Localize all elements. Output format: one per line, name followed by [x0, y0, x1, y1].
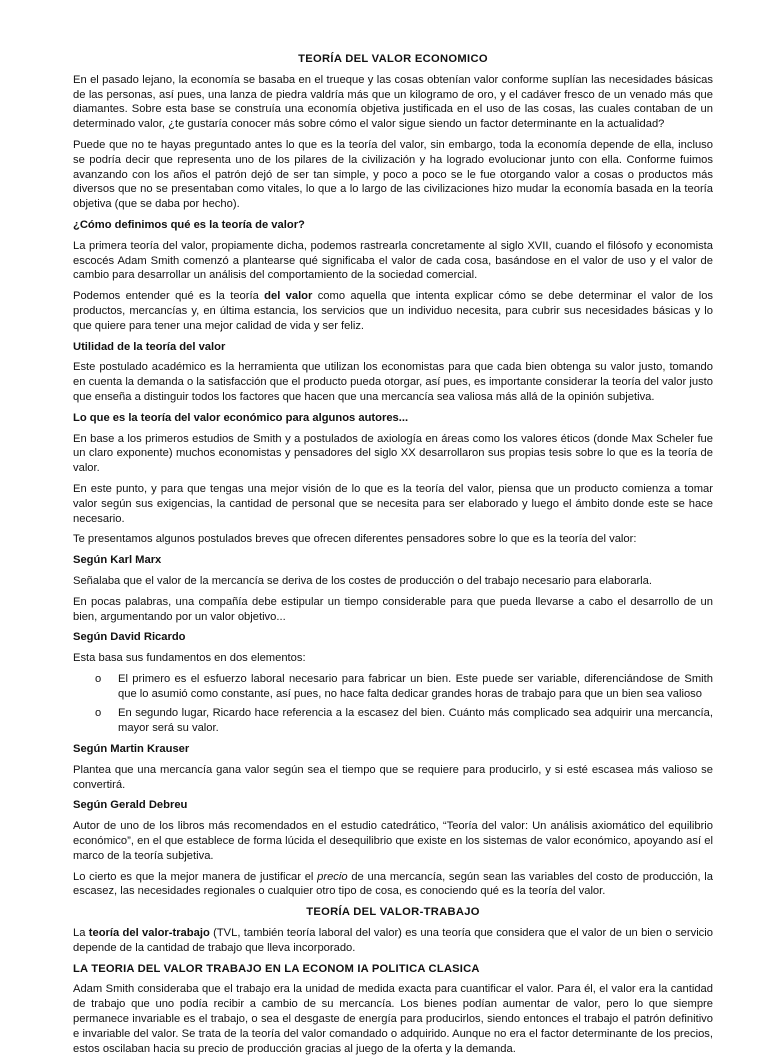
value-labor-text-b: (TVL, también teoría laboral del valor) es una teoría que considera que el valor de un bien o servicio depende de la cantidad de trabajo que lleva incorporado.	[73, 927, 713, 954]
classical-economy-paragraph: Adam Smith consideraba que el trabajo era la unidad de medida exacta para cuantificar el valor. Para él, el valor era la cantidad de trabajo que uno podía recibir a cambio de su mercancía. Los bienes podían aumentar de valor, pero lo que siempre permanece invariable es el trabajo, o sea el desgaste de energía para producirlos, siendo entonces el trabajo el patrón definitivo e invariable del valor. Se trata de la teoría del valor comandado o adquirido. Aunque no era el factor determinante de los precios, estos oscilaban hacia su precio de producción gracias al juego de la oferta y la demanda.	[73, 983, 713, 1055]
list-item-text: En segundo lugar, Ricardo hace referencia a la escasez del bien. Cuánto más complicado sea adquirir una mercancía, mayor será su valor.	[118, 707, 713, 735]
marx-paragraph-2: En pocas palabras, una compañía debe estipular un tiempo considerable para que pueda llevarse a cabo el desarrollo de un bien, argumentando por un valor objetivo...	[73, 595, 713, 623]
value-labor-paragraph	[73, 926, 713, 956]
closing-text-a: Lo cierto es que la mejor manera de justificar el	[73, 870, 318, 883]
krauser-paragraph: Plantea que una mercancía gana valor según sea el tiempo que se requiere para producirlo, y si esté escasea más valioso se convertirá.	[73, 763, 713, 791]
heading-classical-economy: LA TEORIA DEL VALOR TRABAJO EN LA ECONOM IA POLITICA CLASICA	[73, 962, 480, 975]
section-title-value-labor: TEORÍA DEL VALOR-TRABAJO	[306, 906, 480, 919]
heading-definition: ¿Cómo definimos qué es la teoría de valor?	[73, 218, 305, 231]
intro-paragraph-2: Puede que no te hayas preguntado antes lo que es la teoría del valor, sin embargo, toda la economía depende de ella, incluso se podría decir que representa uno de los pilares de la civilización y ha logrado evolucionar junto con ella. Conforme fuimos avanzando con los años el patrón dejó de ser tan simple, y poco a poco se le fue otorgando valor a cosas o productos más diversos que no se presentaban como vitales, lo que a lo largo de las civilizaciones hizo mudar la economía basada en la teoría objetiva (que se daba por hecho).	[73, 138, 713, 211]
value-labor-bold-term: teoría del valor-trabajo	[88, 927, 210, 940]
definition-text-a: Podemos entender qué es la teoría	[73, 290, 265, 303]
document-title: TEORÍA DEL VALOR ECONOMICO	[298, 53, 488, 65]
list-item-text: El primero es el esfuerzo laboral necesario para fabricar un bien. Este puede ser variable, diferenciándose de Smith que lo asumió como constante, así pues, no hace falta dedicar grandes horas de trabajo para que un bien sea valioso	[118, 672, 713, 700]
authors-paragraph-2: En este punto, y para que tengas una mejor visión de lo que es la teoría del valor, piensa que un producto comienza a tomar valor según sus exigencias, la cantidad de personal que se necesita para ser elaborado y luego el ámbito donde este se hace necesario.	[73, 482, 713, 525]
ricardo-list	[73, 672, 713, 736]
heading-utility: Utilidad de la teoría del valor	[73, 340, 226, 353]
authors-paragraph-1: En base a los primeros estudios de Smith y a postulados de axiología en áreas como los valores éticos (donde Max Scheler fue un claro exponente) muchos economistas y pensadores del siglo XX desarrollaron sus propias tesis sobre lo que es la teoría de valor.	[73, 432, 713, 475]
definition-paragraph-2	[73, 289, 713, 333]
heading-ricardo: Según David Ricardo	[73, 631, 186, 644]
closing-paragraph	[73, 870, 713, 900]
heading-marx: Según Karl Marx	[73, 554, 162, 567]
intro-paragraph-1: En el pasado lejano, la economía se basaba en el trueque y las cosas obtenían valor conforme suplían las necesidades básicas de las personas, así pues, una lanza de piedra valdría más que un kilogramo de oro, y el cadáver fresco de un venado más que diamantes. Sobre esta base se construía una economía objetiva justificada en el uso de las cosas, las cuales contaban de un determinado valor, ¿te gustaría conocer más sobre cómo el valor sigue siendo un factor determinante en la actualidad?	[73, 73, 713, 131]
list-item	[73, 706, 713, 736]
authors-paragraph-3: Te presentamos algunos postulados breves que ofrecen diferentes pensadores sobre lo que es la teoría del valor:	[73, 533, 637, 546]
bullet-marker: o	[95, 707, 102, 720]
utility-paragraph: Este postulado académico es la herramienta que utilizan los economistas para que cada bien obtenga su valor justo, tomando en cuenta la demanda o la satisfacción que el producto pueda otorgar, así pues, es importante considerar la teoría del valor justo que enseña a distinguir todos los factores que hacen que una mercancía sea valiosa más allá de la opinión subjetiva.	[73, 361, 713, 403]
definition-paragraph-1: La primera teoría del valor, propiamente dicha, podemos rastrearla concretamente al siglo XVII, cuando el filósofo y economista escocés Adam Smith comenzó a plantearse qué significaba el valor de cada cosa, basándose en el valor de uso y el valor de cambio para desarrollar un análisis del comportamiento de la sociedad comercial.	[73, 239, 713, 282]
closing-text-b: de una mercancía, según sean las variables del costo de producción, la escasez, las necesidades regionales o cualquier otro tipo de cosa, es conociendo qué es la teoría del valor.	[73, 870, 714, 898]
definition-text-b: como aquella que intenta explicar cómo se debe determinar el valor de los productos, mercancías y, en última estancia, los servicios que un individuo necesita, para cubrir sus necesidades básicas y lo que quiere para tener una mejor calidad de vida y ser feliz.	[73, 290, 714, 332]
list-item	[73, 672, 713, 702]
marx-paragraph-1: Señalaba que el valor de la mercancía se deriva de los costes de producción o del trabajo necesario para elaborarla.	[73, 574, 652, 587]
ricardo-paragraph: Esta basa sus fundamentos en dos elementos:	[73, 652, 306, 665]
bullet-marker: o	[95, 672, 102, 685]
heading-authors: Lo que es la teoría del valor económico para algunos autores...	[73, 411, 409, 424]
heading-debreu: Según Gerald Debreu	[73, 799, 188, 812]
definition-bold-term: del valor	[264, 290, 313, 303]
heading-krauser: Según Martin Krauser	[73, 743, 190, 756]
value-labor-text-a: La	[73, 927, 89, 940]
closing-italic-term: precio	[317, 870, 348, 883]
debreu-paragraph: Autor de uno de los libros más recomendados en el estudio catedrático, “Teoría del valor: Un análisis axiomático del equilibrio económico”, en el que establece de forma lúcida el desequilibrio que existe en los sistemas de valor económico, apoyando así el marco de la teoría subjetiva.	[73, 820, 713, 862]
